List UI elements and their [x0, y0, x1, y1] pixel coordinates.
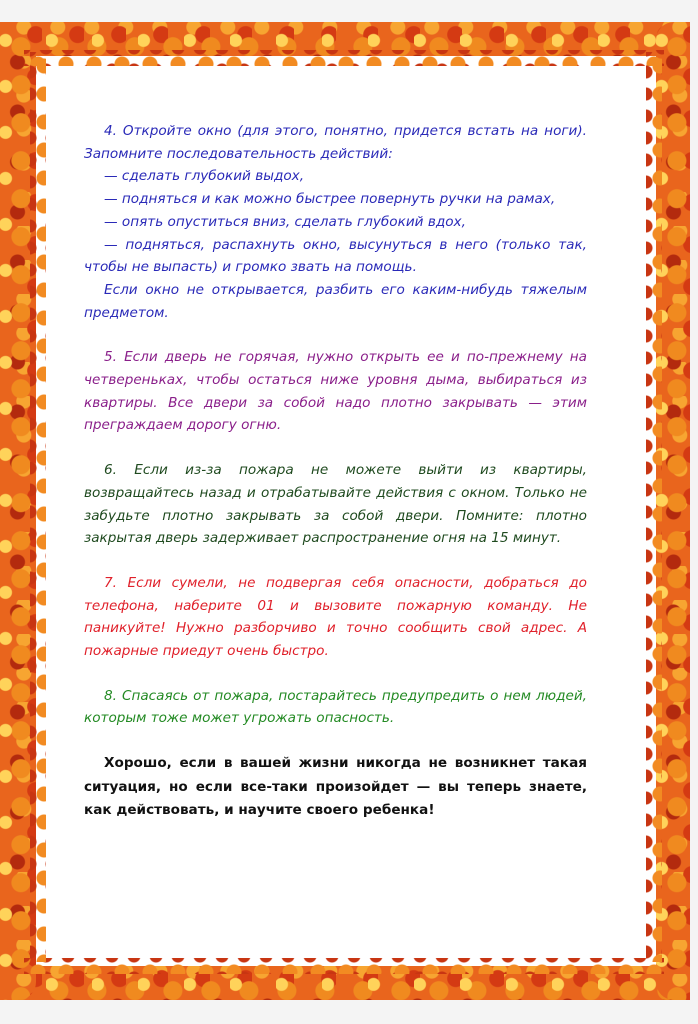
- paragraph-5: 5. Если дверь не горячая, нужно открыть ее и по-прежнему на четвереньках, чтобы остаться ниже уровня дыма, выбираться из квартиры. Все двери за собой надо плотно закрывать — этим преграждаем дорогу огню.: [84, 349, 587, 434]
- paragraph-8: 8. Спасаясь от пожара, постарайтесь предупредить о нем людей, которым тоже может угрожать опасность.: [84, 687, 587, 727]
- paragraph-7: 7. Если сумели, не подвергая себя опасности, добраться до телефона, наберите 01 и вызовите пожарную команду. Не паникуйте! Нужно разборчиво и точно сообщить свой адрес. А пожарные приедут очень быстро.: [84, 574, 587, 660]
- paragraph-4: [84, 120, 587, 324]
- p4-step-open-window: — подняться, распахнуть окно, высунуться в него (только так, чтобы не выпасть) и громко звать на помощь.: [84, 236, 587, 276]
- document-content: [84, 120, 587, 823]
- paragraph-6: 6. Если из-за пожара не можете выйти из квартиры, возвращайтесь назад и отрабатывайте действия с окном. Только не забудьте плотно закрывать за собой двери. Помните: плотно закрытая дверь задерживает распространение огня на 15 минут.: [84, 462, 587, 547]
- p4-step-inhale: — опять опуститься вниз, сделать глубокий вдох,: [104, 213, 466, 230]
- p4-intro: 4. Откройте окно (для этого, понятно, придется встать на ноги). Запомните последовательность действий:: [84, 123, 587, 162]
- p4-step-exhale: — сделать глубокий выдох,: [104, 168, 305, 185]
- closing-paragraph: Хорошо, если в вашей жизни никогда не возникнет такая ситуация, но если все-таки произойдет — вы теперь знаете, как действовать, и научите своего ребенка!: [84, 755, 587, 819]
- p4-break-window: Если окно не открывается, разбить его каким-нибудь тяжелым предметом.: [84, 281, 587, 321]
- p4-step-turn-handles: — подняться и как можно быстрее повернуть ручки на рамах,: [104, 191, 556, 208]
